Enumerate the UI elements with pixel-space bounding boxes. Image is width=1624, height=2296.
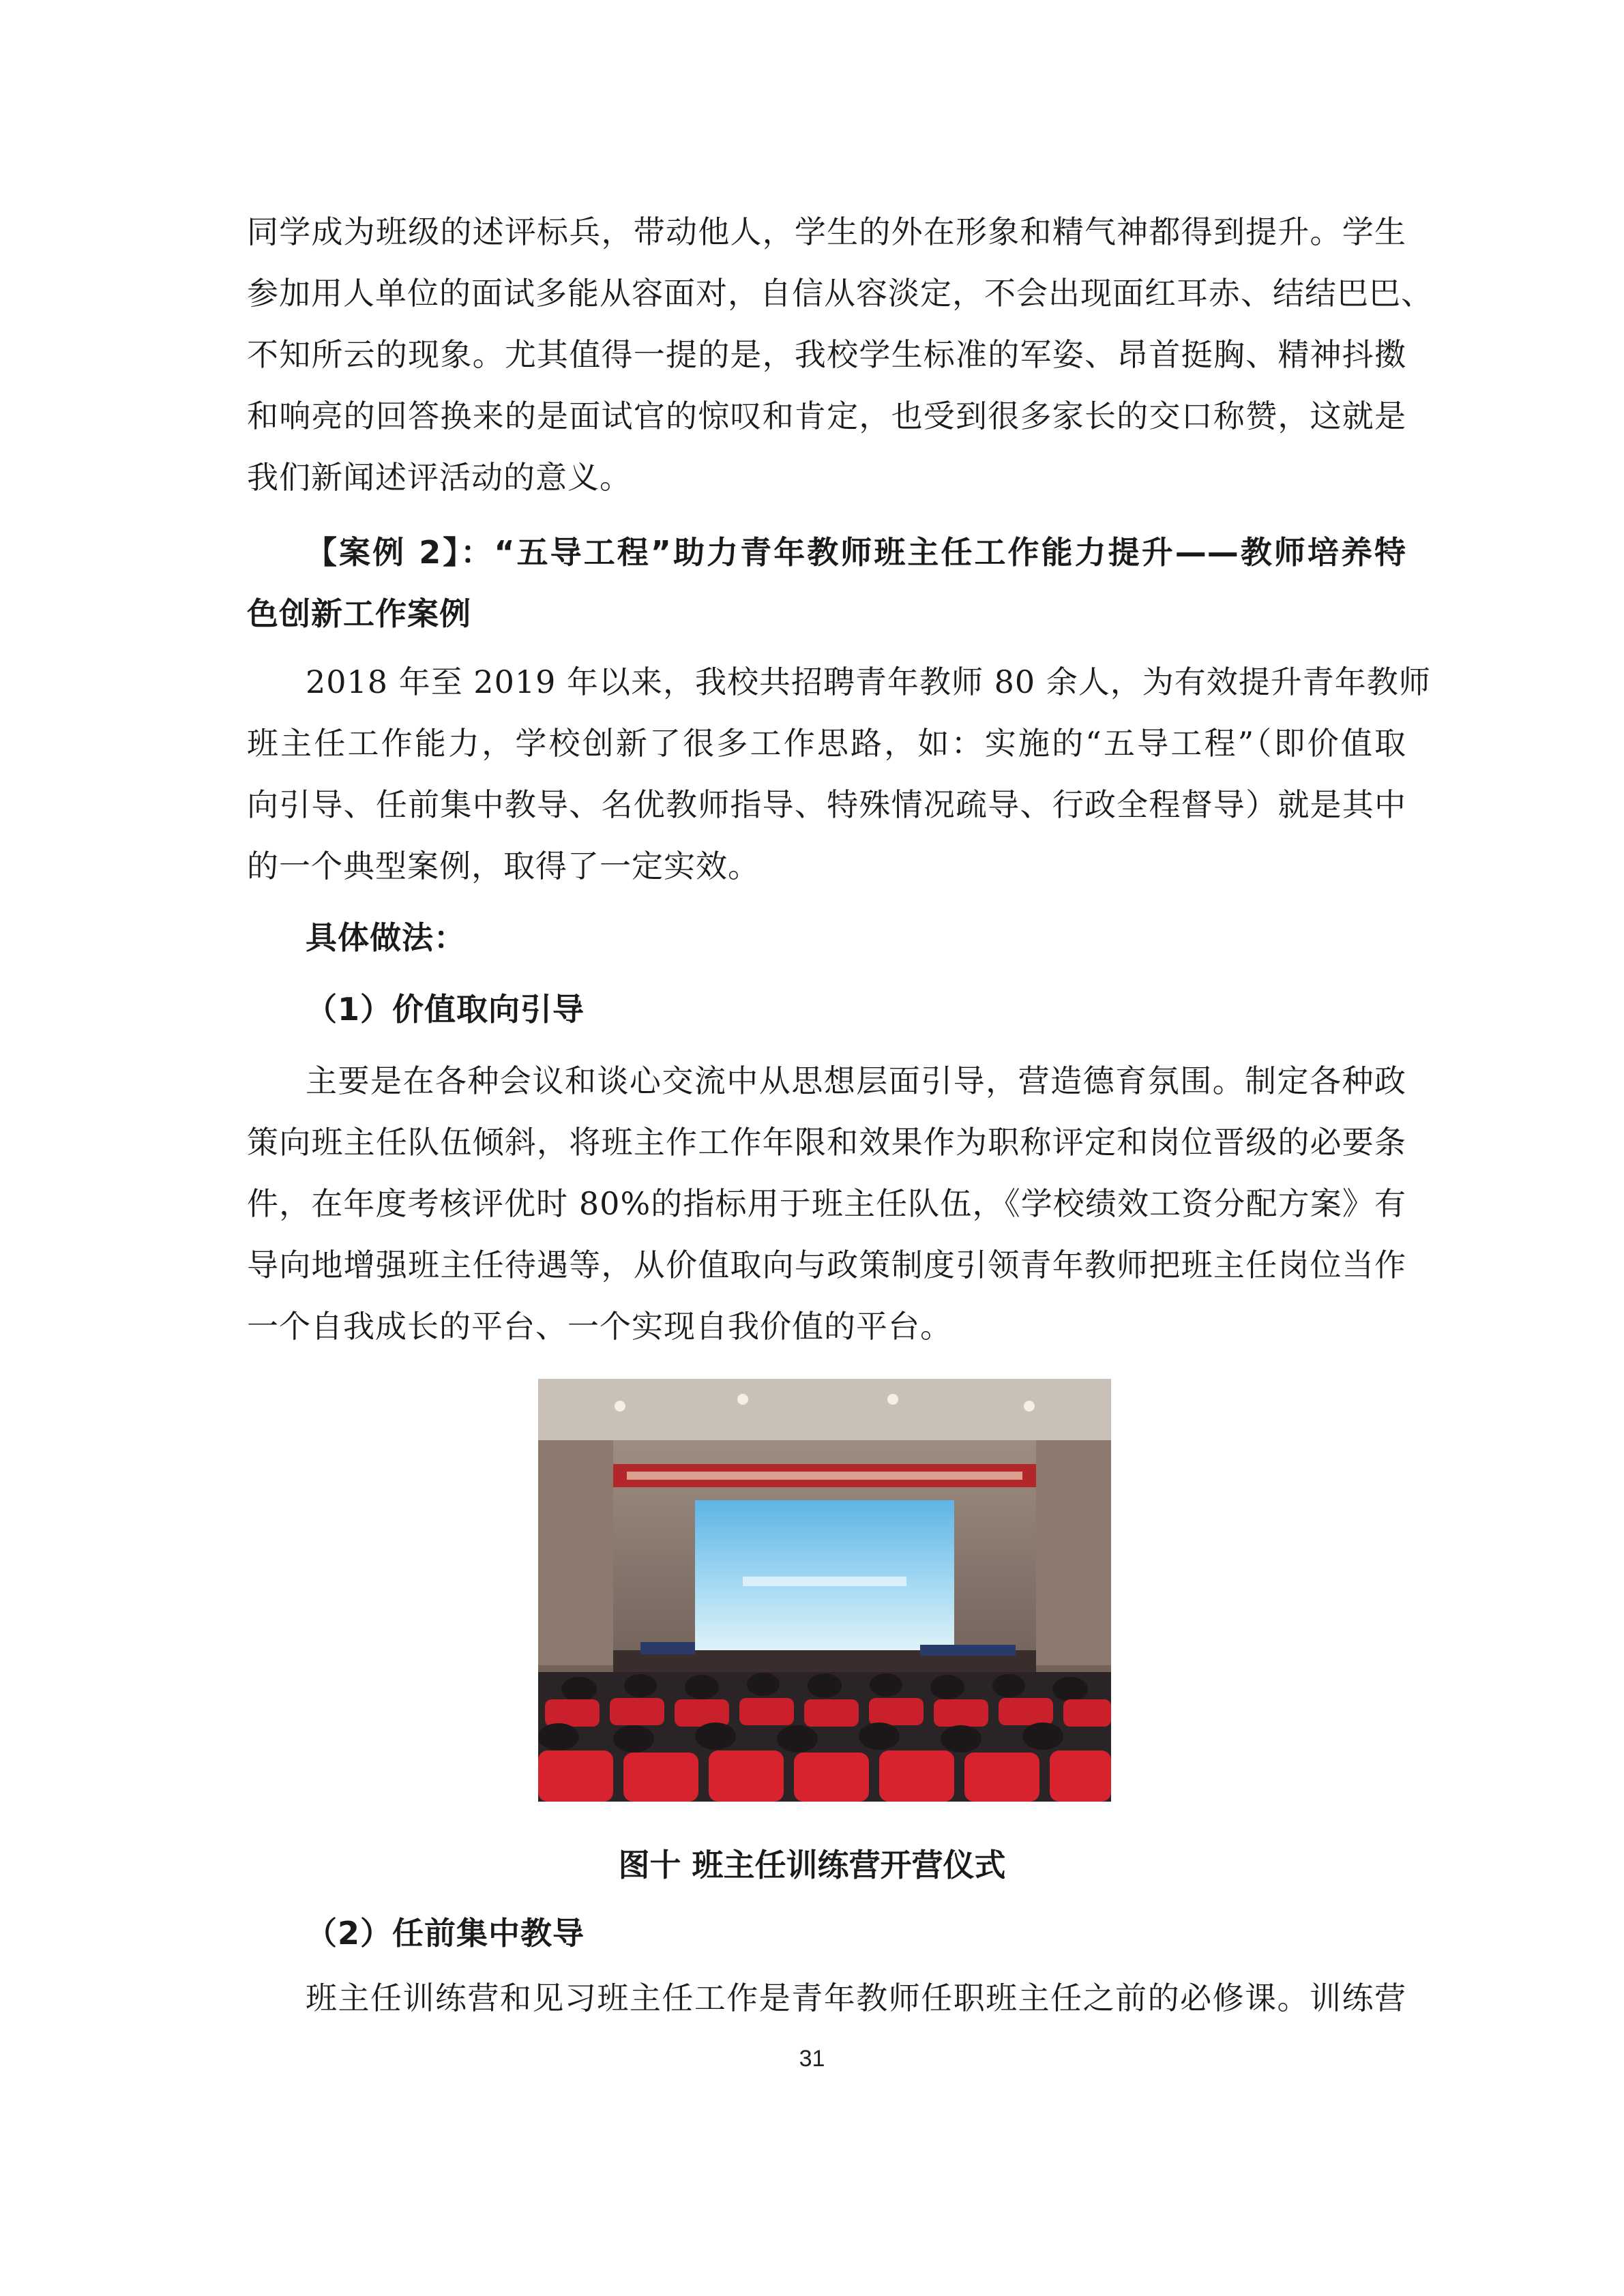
paragraph-2-line-4: 的一个典型案例，取得了一定实效。: [247, 848, 760, 884]
paragraph-2-line-3: 向引导、任前集中教导、名优教师指导、特殊情况疏导、行政全程督导）就是其中: [247, 786, 1406, 823]
paragraph-1-line-5: 我们新闻述评活动的意义。: [247, 459, 632, 496]
paragraph-1-line-3: 不知所云的现象。尤其值得一提的是，我校学生标准的军姿、昂首挺胸、精神抖擞: [247, 336, 1406, 373]
ceremony-photo: [538, 1379, 1111, 1802]
paragraph-3-line-3: 件，在年度考核评优时 80%的指标用于班主任队伍，《学校绩效工资分配方案》有: [247, 1185, 1406, 1222]
paragraph-3-line-2: 策向班主任队伍倾斜，将班主作工作年限和效果作为职称评定和岗位晋级的必要条: [247, 1124, 1406, 1161]
paragraph-3-line-1: 主要是在各种会议和谈心交流中从思想层面引导，营造德育氛围。制定各种政: [306, 1062, 1406, 1099]
projection-screen: [695, 1500, 954, 1650]
sub-heading-2: （2）任前集中教导: [306, 1915, 585, 1952]
paragraph-3-line-5: 一个自我成长的平台、一个实现自我价值的平台。: [247, 1308, 952, 1345]
page-number: 31: [799, 2046, 825, 2072]
paragraph-1-line-4: 和响亮的回答换来的是面试官的惊叹和肯定，也受到很多家长的交口称赞，这就是: [247, 398, 1406, 434]
case-heading-line-2: 色创新工作案例: [247, 595, 471, 632]
paragraph-1-line-1: 同学成为班级的述评标兵，带动他人，学生的外在形象和精气神都得到提升。学生: [247, 213, 1406, 250]
case-heading-line-1: 【案例 2】：“五导工程”助力青年教师班主任工作能力提升——教师培养特: [306, 534, 1406, 571]
paragraph-2-line-2: 班主任工作能力，学校创新了很多工作思路，如：实施的“五导工程”（即价值取: [247, 725, 1406, 762]
method-heading: 具体做法：: [306, 919, 466, 956]
paragraph-4-line-1: 班主任训练营和见习班主任工作是青年教师任职班主任之前的必修课。训练营: [306, 1980, 1406, 2016]
audience-seats: [545, 1698, 1111, 1727]
paragraph-3-line-4: 导向地增强班主任待遇等，从价值取向与政策制度引领青年教师把班主任岗位当作: [247, 1247, 1406, 1283]
sub-heading-1: （1）价值取向引导: [306, 991, 585, 1028]
paragraph-1-line-2: 参加用人单位的面试多能从容面对，自信从容淡定，不会出现面红耳赤、结结巴巴、: [247, 275, 1433, 312]
figure-caption: 图十 班主任训练营开营仪式: [618, 1847, 1006, 1883]
paragraph-2-line-1: 2018 年至 2019 年以来，我校共招聘青年教师 80 余人，为有效提升青年教师: [306, 664, 1431, 700]
